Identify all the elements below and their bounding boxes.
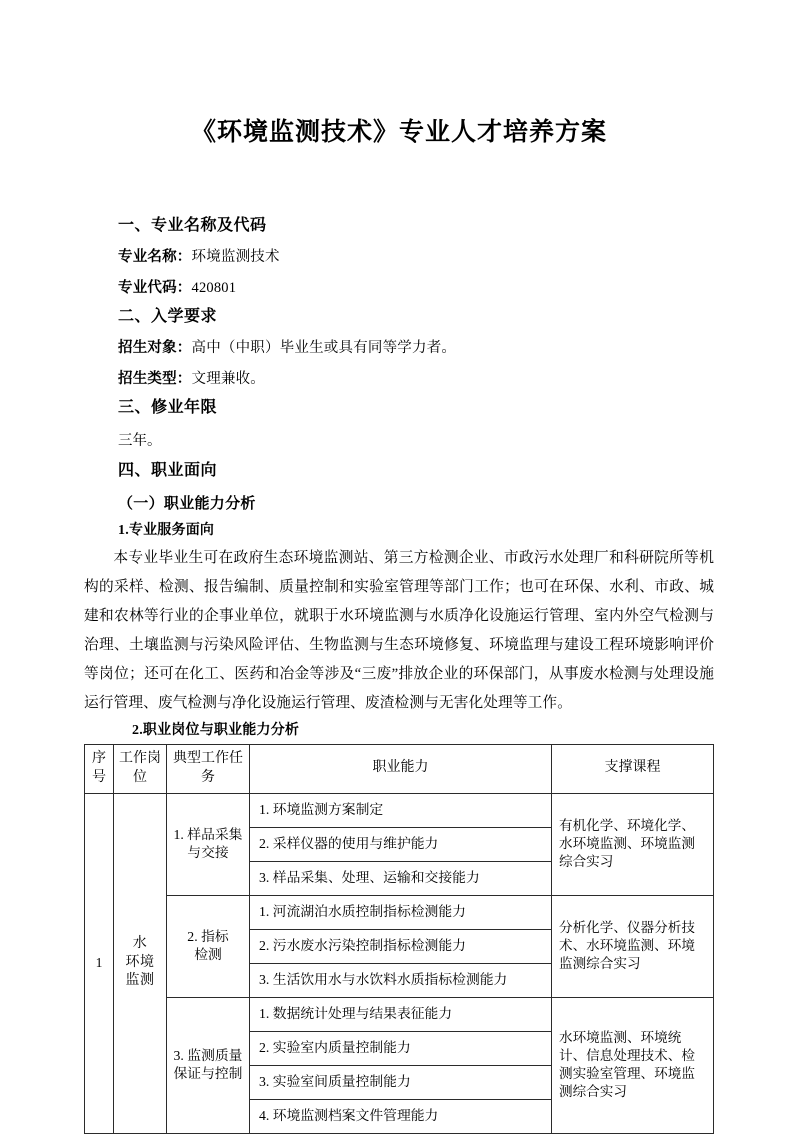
table-header-task: 典型工作任务	[167, 744, 250, 793]
major-name-value: 环境监测技术	[191, 249, 280, 265]
cell-ability: 1. 环境监测方案制定	[250, 793, 552, 827]
cell-row-number: 1	[85, 793, 114, 1133]
major-code-value: 420801	[191, 279, 237, 296]
cell-typical-task	[167, 793, 250, 895]
cell-support-course: 有机化学、环境化学、水环境监测、环境监测综合实习	[552, 793, 714, 895]
subsection-heading-job-ability: 2.职业岗位与职业能力分析	[132, 722, 300, 738]
admission-target-value: 高中（中职）毕业生或具有同等学力者。	[191, 340, 457, 356]
cell-ability: 2. 污水废水污染控制指标检测能力	[250, 929, 552, 963]
table-row	[85, 895, 714, 929]
table-row	[85, 997, 714, 1031]
subsection-heading-service-scope: 1.专业服务面向	[118, 522, 215, 538]
cell-ability: 3. 样品采集、处理、运输和交接能力	[250, 861, 552, 895]
task-line-2: 与交接	[187, 845, 229, 860]
section-heading-3: 三、修业年限	[118, 399, 218, 416]
cell-job-post	[114, 793, 167, 1133]
admission-type-row	[84, 372, 714, 387]
cell-support-course: 水环境监测、环境统计、信息处理技术、检测实验室管理、环境监测综合实习	[552, 997, 714, 1133]
table-header-course: 支撑课程	[552, 744, 714, 793]
admission-type-label: 招生类型：	[118, 370, 192, 387]
cell-ability: 1. 数据统计处理与结果表征能力	[250, 997, 552, 1031]
job-ability-table	[84, 744, 714, 1134]
service-scope-paragraph: 本专业毕业生可在政府生态环境监测站、第三方检测企业、市政污水处理厂和科研院所等机构的采样、检测、报告编制、质量控制和实验室管理等部门工作；也可在环保、水利、市政、城建和农林等行业的企事业单位，就职于水环境监测与水质净化设施运行管理、室内外空气检测与治理、土壤监测与污染风险评估、生物监测与生态环境修复、环境监理与建设工程环境影响评价等岗位；还可在化工、医药和冶金等涉及“三废”排放企业的环保部门，从事废水检测与处理设施运行管理、废气检测与净化设施运行管理、废渣检测与无害化处理等工作。	[84, 549, 714, 711]
table-header-no: 序号	[85, 744, 114, 793]
cell-ability: 3. 生活饮用水与水饮料水质指标检测能力	[250, 963, 552, 997]
cell-ability: 4. 环境监测档案文件管理能力	[250, 1099, 552, 1133]
cell-ability: 2. 实验室内质量控制能力	[250, 1031, 552, 1065]
section-heading-2: 二、入学要求	[118, 308, 218, 325]
cell-typical-task	[167, 997, 250, 1133]
task-line-1: 3. 监测质量	[173, 1047, 243, 1063]
admission-target-row	[84, 341, 714, 356]
admission-target-label: 招生对象：	[118, 340, 192, 356]
section-heading-4: 四、职业面向	[118, 461, 218, 479]
task-line-1: 1. 样品采集	[173, 826, 243, 842]
cell-typical-task	[167, 895, 250, 997]
task-line-2: 检测	[194, 947, 222, 962]
major-name-row	[84, 250, 714, 265]
page-content	[84, 0, 714, 1134]
major-name-label: 专业名称：	[118, 249, 192, 265]
subsection-heading-career-ability: （一）职业能力分析	[118, 495, 256, 512]
task-line-1: 2. 指标	[187, 928, 229, 944]
cell-ability: 3. 实验室间质量控制能力	[250, 1065, 552, 1099]
task-line-2: 保证与控制	[173, 1066, 243, 1081]
cell-support-course: 分析化学、仪器分析技术、水环境监测、环境监测综合实习	[552, 895, 714, 997]
major-code-label: 专业代码：	[118, 279, 192, 296]
cell-ability: 1. 河流湖泊水质控制指标检测能力	[250, 895, 552, 929]
table-header-row	[85, 744, 714, 793]
major-code-row	[84, 281, 714, 296]
study-duration-value: 三年。	[118, 433, 162, 449]
table-header-ability: 职业能力	[250, 744, 552, 793]
admission-type-value: 文理兼收。	[191, 370, 265, 387]
page-title: 《环境监测技术》专业人才培养方案	[190, 119, 607, 146]
job-post-line-2: 环境	[125, 954, 155, 970]
job-post-line-1: 水	[132, 936, 148, 952]
section-heading-1: 一、专业名称及代码	[118, 217, 267, 234]
cell-ability: 2. 采样仪器的使用与维护能力	[250, 827, 552, 861]
table-header-post: 工作岗位	[114, 744, 167, 793]
job-post-line-3: 监测	[125, 973, 155, 989]
table-row	[85, 793, 714, 827]
